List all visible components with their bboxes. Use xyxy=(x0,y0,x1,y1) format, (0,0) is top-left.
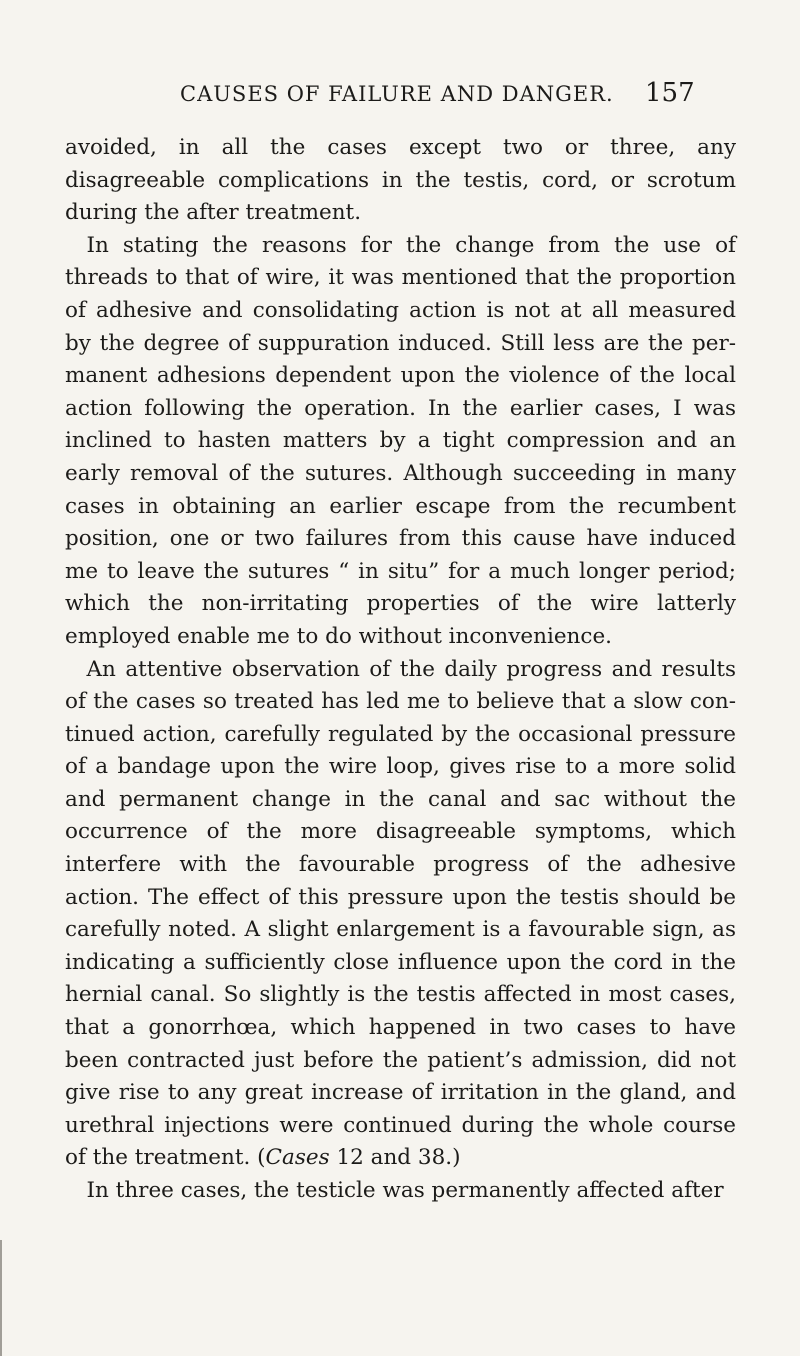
citation-cases-label: Cases xyxy=(265,1145,330,1171)
page-edge-shadow xyxy=(0,1240,2,1356)
page-number: 157 xyxy=(645,78,695,108)
citation-case-numbers: 12 and 38.) xyxy=(336,1145,461,1171)
paragraph-observation xyxy=(65,654,736,1176)
paragraph-threads-to-wire: In stating the reasons for the change from the use of threads to that of wire, it was mentioned that the proportion of adhesive and consolidating action is not at all measured by the degree of suppuration induced. Still less are the per-manent adhesions dependent upon the violence of the local action following the operation. In the earlier cases, I was inclined to hasten matters by a tight compression and an early removal of the sutures. Although succeeding in many cases in obtaining an earlier escape from the recumbent position, one or two failures from this cause have induced me to leave the sutures “ in situ” for a much longer period; which the non-irritating properties of the wire latterly employed enable me to do without inconvenience. xyxy=(65,232,736,649)
paragraph-continued: avoided, in all the cases except two or three, any disagreeable complications in the testis, cord, or scrotum during the after treatment. xyxy=(65,135,736,226)
body-text xyxy=(65,132,736,1208)
paragraph-testicle-affected: In three cases, the testicle was permanently affected after xyxy=(86,1178,724,1203)
running-head: CAUSES OF FAILURE AND DANGER. xyxy=(180,82,614,106)
paragraph-observation-text: An attentive observation of the daily progress and results of the cases so treated has led me to believe that a slow con-tinued action, carefully regulated by the occasional pressure of a bandage upon the wire loop, gives rise to a more solid and permanent change in the canal and sac without the occurrence of the more disagreeable symptoms, which interfere with the favourable progress of the adhesive action. The effect of this pressure upon the testis should be carefully noted. A slight enlargement is a favourable sign, as indicating a sufficiently close influence upon the cord in the hernial canal. So slightly is the testis affected in most cases, that a gonorrhœa, which happened in two cases to have been contracted just before the patient’s admission, did not give rise to any great increase of irritation in the gland, and urethral injections were continued during the whole course of the treatment. xyxy=(65,656,736,1171)
citation-open-paren: ( xyxy=(257,1145,266,1171)
